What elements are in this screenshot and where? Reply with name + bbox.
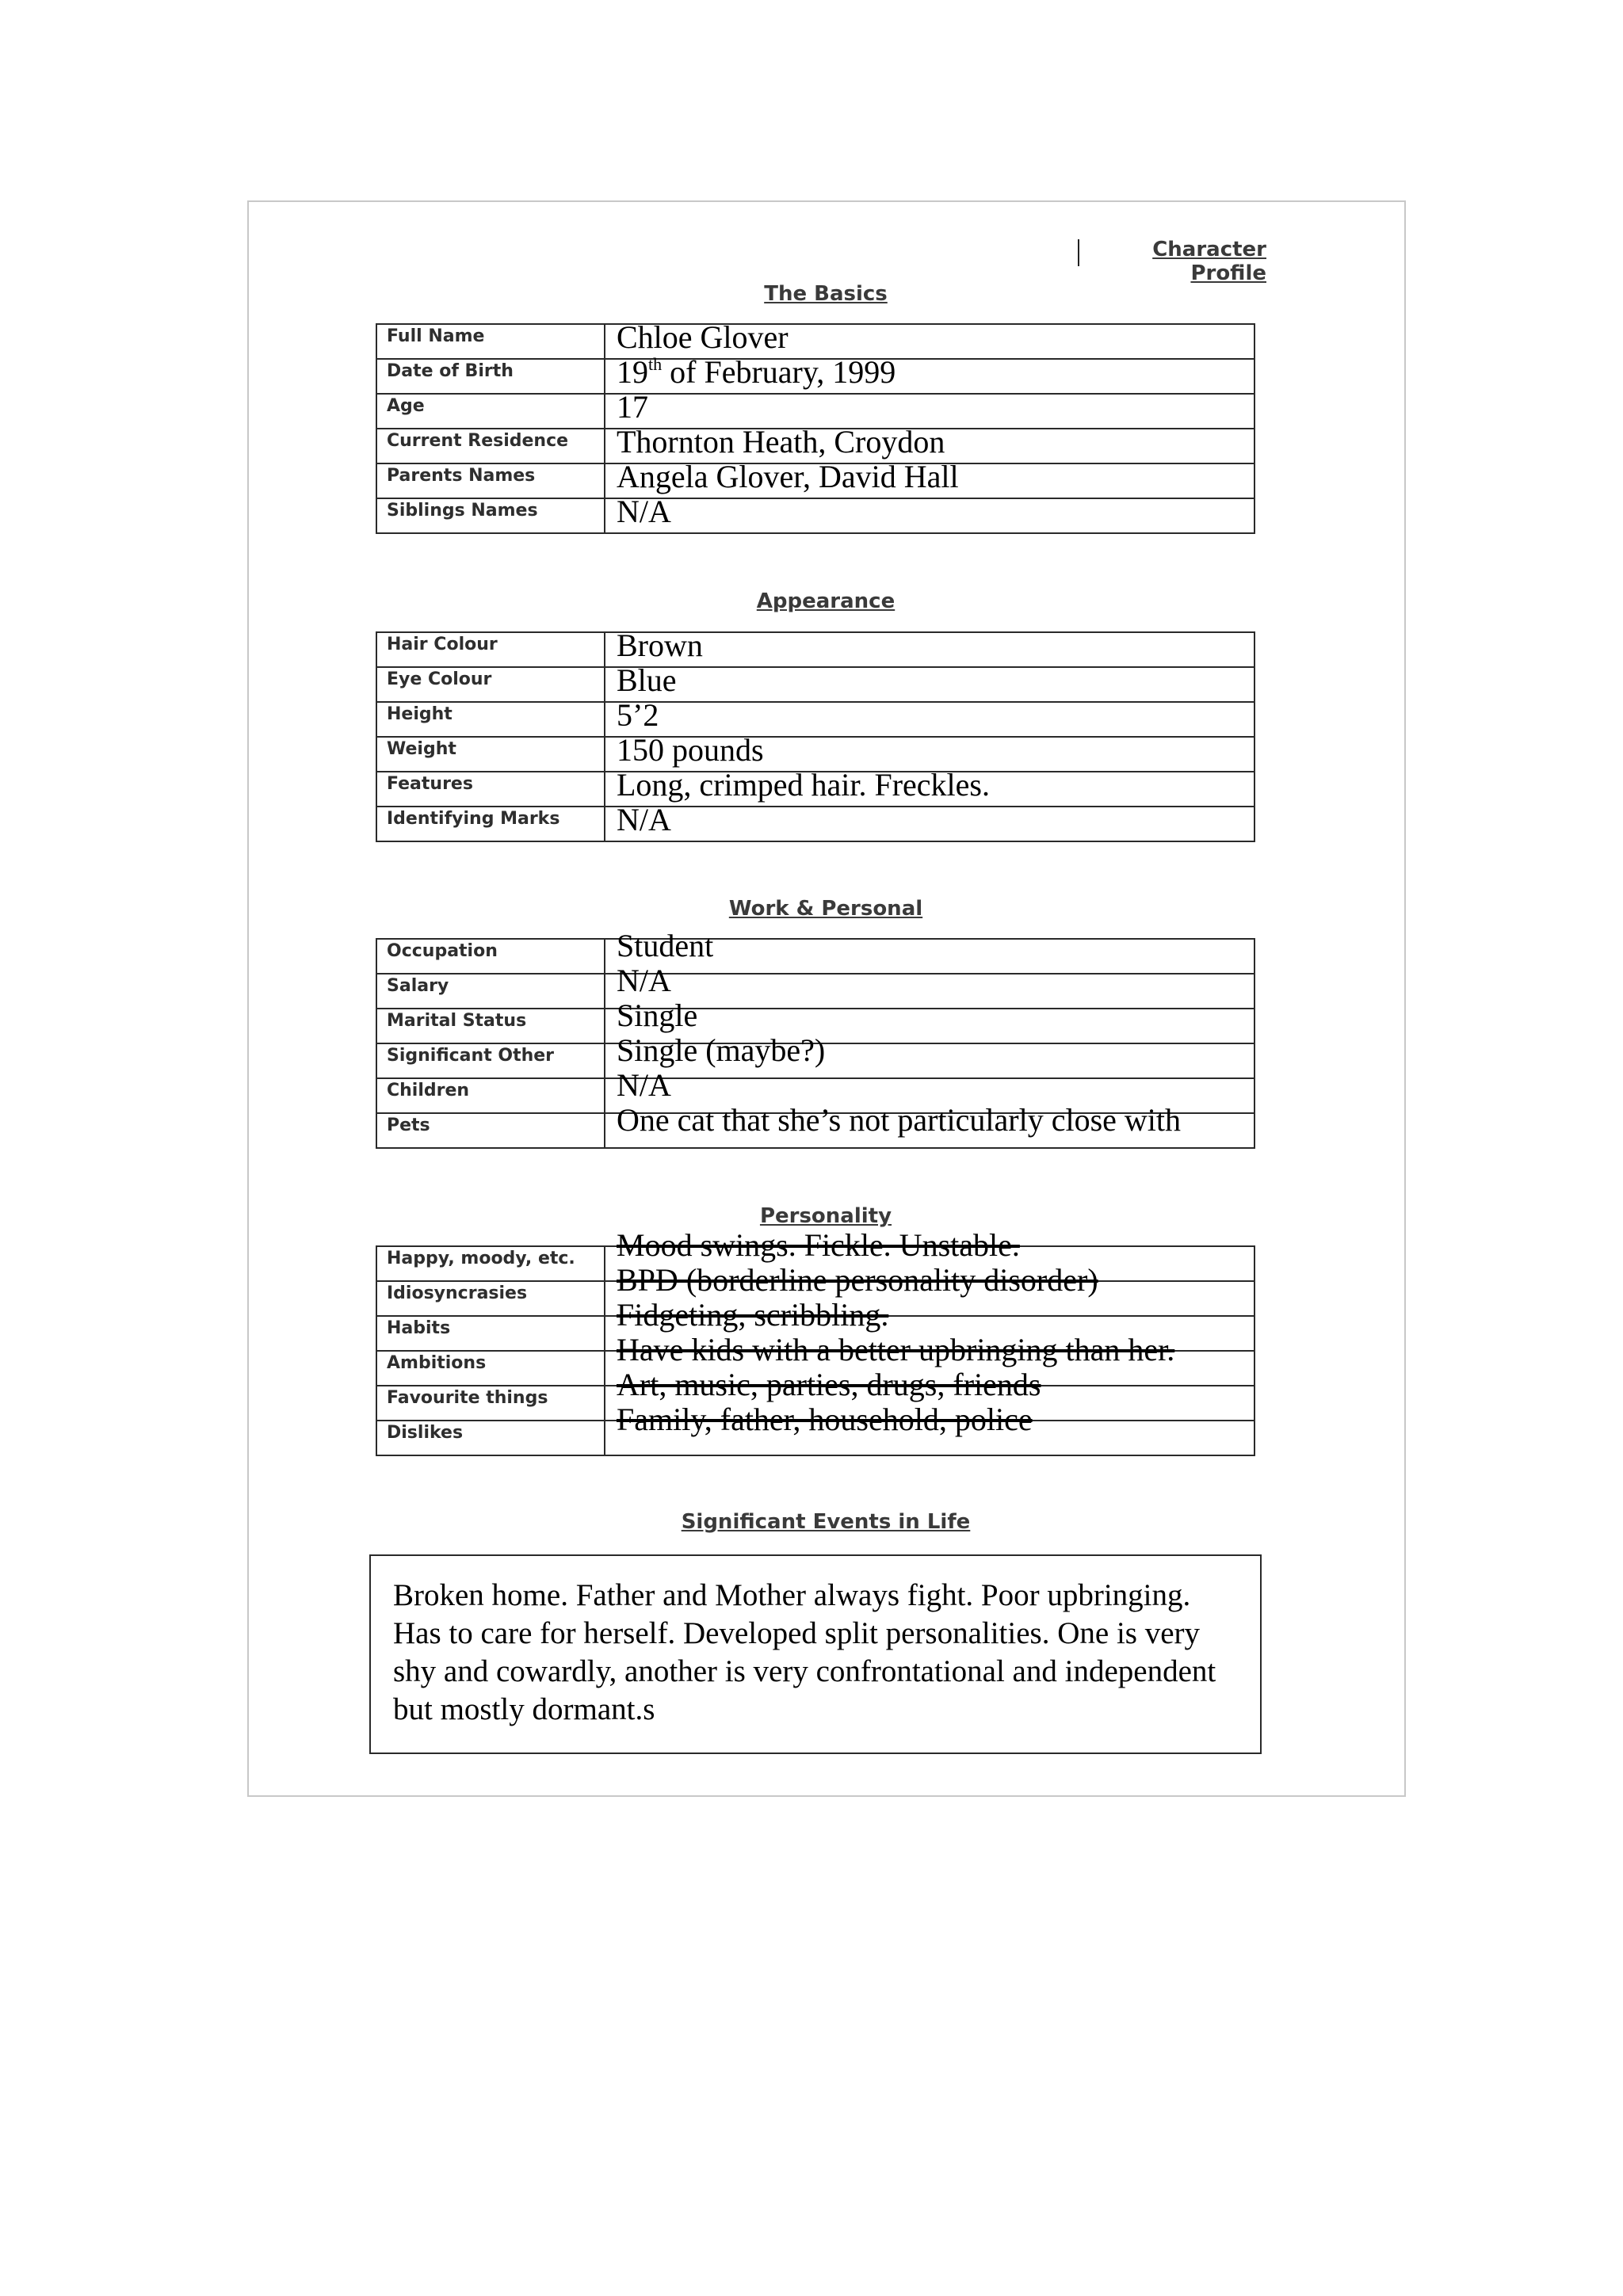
table-row [376,1421,1254,1455]
row-value-text: Single [617,997,698,1033]
row-value[interactable] [605,767,1254,807]
row-value-text: BPD (borderline personality disorder) [617,1262,1098,1298]
row-value[interactable] [605,494,1254,533]
significant-events-text: Broken home. Father and Mother always fight. Poor upbringing. Has to care for herself. Developed split personalities. One is very shy and cowardly, another is very confrontational and independent but mostly dormant.s [393,1578,1216,1726]
table-row [376,1043,1254,1078]
row-value[interactable] [605,1102,1254,1148]
work-personal-table [376,928,1255,1149]
section-heading-basics: The Basics [764,282,888,306]
row-value-text: N/A [617,494,671,529]
row-value[interactable] [605,662,1254,702]
row-label: Parents Names [376,463,605,498]
row-value-text: N/A [617,802,671,837]
row-label: Habits [376,1316,605,1351]
appearance-table [376,627,1255,842]
row-value[interactable] [605,1032,1254,1078]
row-value[interactable] [605,627,1254,667]
table-row [376,974,1254,1009]
row-value-text: Chloe Glover [617,319,789,355]
section-heading-personality: Personality [759,1204,892,1228]
row-label: Siblings Names [376,498,605,533]
row-label: Date of Birth [376,359,605,394]
row-label: Current Residence [376,429,605,463]
row-value-text: 17 [617,389,648,425]
table-row [376,939,1254,974]
row-value-text: 150 pounds [617,732,764,768]
row-value-text: Family, father, household, police [617,1402,1033,1437]
row-value[interactable] [605,928,1254,974]
row-value-text: of February, 1999 [662,354,896,390]
personality-table [376,1227,1255,1456]
section-heading-significant-events: Significant Events in Life [681,1510,971,1534]
row-value[interactable] [605,354,1254,394]
row-label: Age [376,394,605,429]
section-heading-appearance: Appearance [756,589,896,613]
row-label: Children [376,1078,605,1113]
row-value-text: Long, crimped hair. Freckles. [617,767,990,803]
table-row [376,632,1254,667]
row-value-text: Blue [617,662,677,698]
row-value-text: 5’2 [617,697,659,733]
row-label: Weight [376,737,605,772]
table-row [376,772,1254,807]
row-label: Ambitions [376,1351,605,1386]
row-value[interactable] [605,459,1254,498]
row-label: Idiosyncrasies [376,1281,605,1316]
section-heading-work-personal: Work & Personal [728,897,923,921]
row-label: Dislikes [376,1421,605,1455]
row-value-text: Fidgeting, scribbling. [617,1297,889,1333]
row-label: Pets [376,1113,605,1148]
significant-events-textbox[interactable] [369,1554,1262,1754]
table-row [376,807,1254,841]
row-value[interactable] [605,1402,1254,1455]
row-label: Height [376,702,605,737]
table-row [376,359,1254,394]
row-value[interactable] [605,802,1254,841]
row-label: Identifying Marks [376,807,605,841]
table-row [376,463,1254,498]
row-label: Marital Status [376,1009,605,1043]
table-row [376,1113,1254,1148]
row-value-text: Thornton Heath, Croydon [617,424,945,460]
row-value-text: Mood swings. Fickle. Unstable. [617,1227,1020,1263]
row-value-text: Art, music, parties, drugs, friends [617,1367,1041,1402]
row-label: Full Name [376,324,605,359]
row-value-text: Have kids with a better upbringing than her. [617,1332,1175,1367]
row-value-text: Brown [617,627,703,663]
row-label: Salary [376,974,605,1009]
row-label: Significant Other [376,1043,605,1078]
row-label: Features [376,772,605,807]
table-row [376,702,1254,737]
row-label: Occupation [376,939,605,974]
row-value-text: Angela Glover, David Hall [617,459,959,494]
row-label: Favourite things [376,1386,605,1421]
row-value-text: 19 [617,354,648,390]
basics-table [376,319,1255,534]
table-row [376,667,1254,702]
row-label: Eye Colour [376,667,605,702]
ordinal-suffix: th [648,354,663,374]
row-label: Hair Colour [376,632,605,667]
row-value-text: N/A [617,963,671,998]
row-value-text: One cat that she’s not particularly close with [617,1102,1182,1138]
row-label: Happy, moody, etc. [376,1246,605,1281]
row-value-text: Student [617,928,714,963]
row-value-text: N/A [617,1067,671,1103]
row-value[interactable] [605,963,1254,1009]
table-row [376,498,1254,533]
document-title: Character Profile [1152,238,1266,285]
row-value-text: Single (maybe?) [617,1032,826,1068]
